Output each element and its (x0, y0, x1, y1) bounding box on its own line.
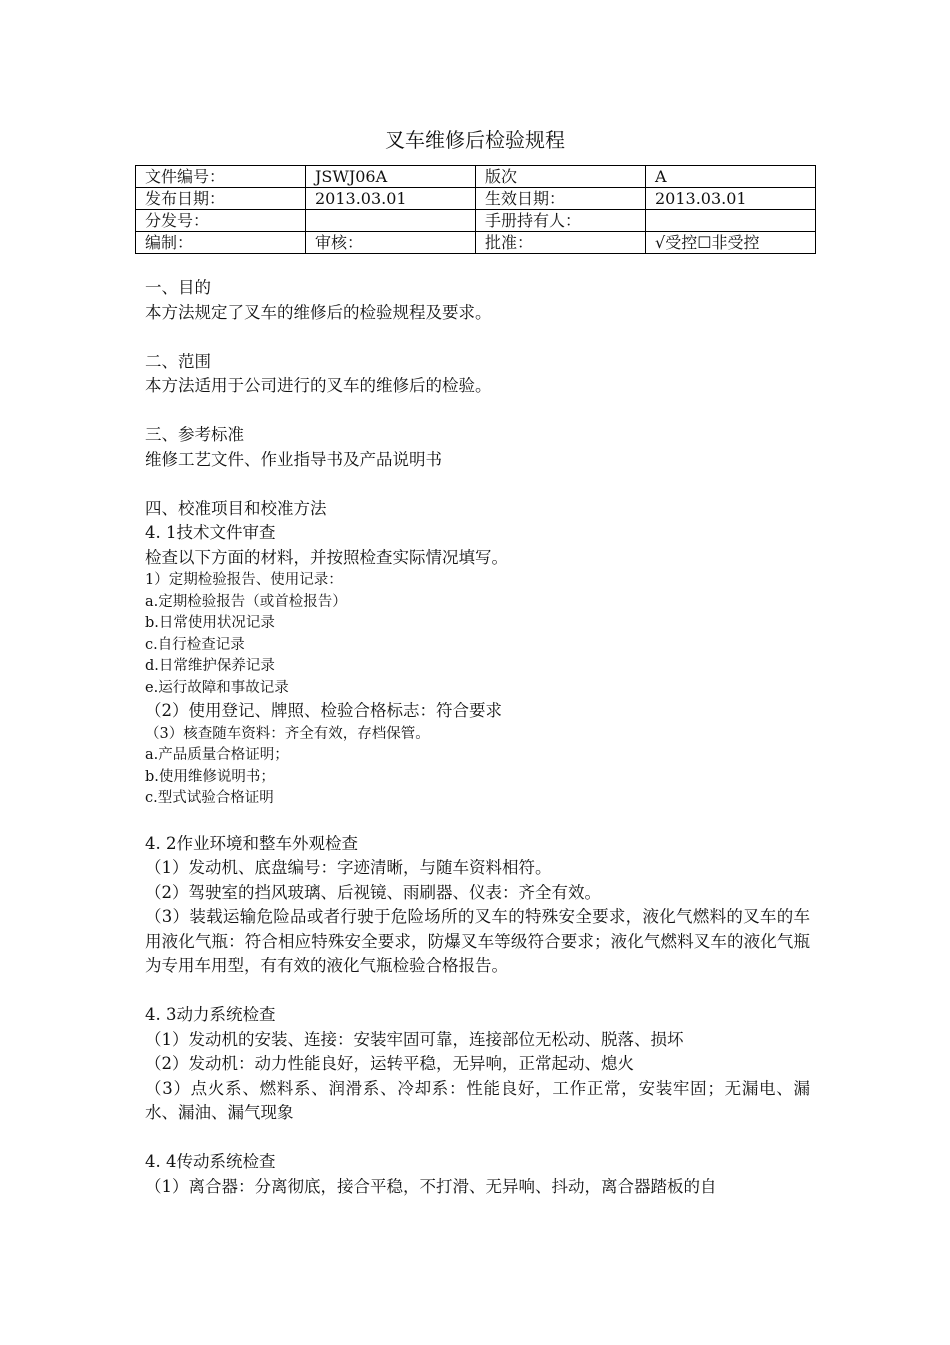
list-item: （3）核查随车资料：齐全有效，存档保管。 (145, 725, 430, 742)
section-text: 维修工艺文件、作业指导书及产品说明书 (145, 449, 442, 469)
control-status-cell: √受控☐非受控 (646, 232, 816, 254)
list-item: c.型式试验合格证明 (145, 790, 274, 806)
subsection-heading: 4. 4传动系统检查 (145, 1152, 276, 1171)
document-title: 叉车维修后检验规程 (385, 128, 565, 152)
document-body (145, 276, 810, 1199)
list-item: b.使用维修说明书； (145, 768, 275, 785)
list-item: （1）发动机、底盘编号：字迹清晰，与随车资料相符。 (145, 858, 552, 877)
list-item: （2）驾驶室的挡风玻璃、后视镜、雨刷器、仪表：齐全有效。 (145, 882, 601, 902)
table-cell: 2013.03.01 (306, 188, 476, 210)
list-item: 1）定期检验报告、使用记录： (145, 572, 343, 588)
table-cell: 发布日期： (136, 188, 306, 210)
table-cell (646, 210, 816, 232)
subsection-heading: 4. 1技术文件审查 (145, 523, 276, 542)
section-heading: 四、校准项目和校准方法 (145, 498, 327, 518)
list-item: e.运行故障和事故记录 (145, 679, 289, 696)
paragraph: 检查以下方面的材料，并按照检查实际情况填写。 (145, 547, 508, 567)
table-cell: 批准： (476, 232, 646, 254)
table-cell: 版次 (476, 166, 646, 188)
table-cell: 文件编号： (136, 166, 306, 188)
table-row (136, 166, 816, 188)
table-cell: JSWJ06A (306, 166, 476, 188)
section-text: 本方法适用于公司进行的叉车的维修后的检验。 (145, 376, 492, 395)
subsection-heading: 4. 3动力系统检查 (145, 1005, 276, 1024)
list-item: （3）装载运输危险品或者行驶于危险场所的叉车的特殊安全要求，液化气燃料的叉车的车用液化气瓶：符合相应特殊安全要求，防爆叉车等级符合要求；液化气燃料叉车的液化气瓶为专用车用型，有有效的液化气瓶检验合格报告。 (145, 907, 810, 975)
section-heading: 三、参考标准 (145, 425, 244, 444)
list-item: d.日常维护保养记录 (145, 658, 275, 674)
list-item: （2）使用登记、牌照、检验合格标志：符合要求 (145, 701, 502, 720)
table-cell: 分发号： (136, 210, 306, 232)
document-info-table (135, 165, 816, 254)
list-item: （3）点火系、燃料系、润滑系、冷却系：性能良好，工作正常，安装牢固；无漏电、漏水、漏油、漏气现象 (145, 1078, 810, 1122)
table-cell (306, 210, 476, 232)
table-cell: 编制： (136, 232, 306, 254)
subsection-heading: 4. 2作业环境和整车外观检查 (145, 833, 358, 853)
list-item: （1）发动机的安装、连接：安装牢固可靠，连接部位无松动、脱落、损坏 (145, 1029, 684, 1049)
list-item: （2）发动机：动力性能良好，运转平稳，无异响，正常起动、熄火 (145, 1054, 634, 1073)
section-heading: 二、范围 (145, 351, 211, 371)
table-row (136, 210, 816, 232)
table-row (136, 188, 816, 210)
table-cell: 审核： (306, 232, 476, 254)
list-item: b.日常使用状况记录 (145, 615, 275, 631)
table-cell: 2013.03.01 (646, 188, 816, 210)
list-item: （1）离合器：分离彻底，接合平稳，不打滑、无异响、抖动，离合器踏板的自 (145, 1176, 717, 1196)
table-cell: 手册持有人： (476, 210, 646, 232)
table-cell: 生效日期： (476, 188, 646, 210)
list-item: a.产品质量合格证明； (145, 747, 289, 763)
section-heading: 一、目的 (145, 278, 211, 297)
table-cell: A (646, 166, 816, 188)
table-row (136, 232, 816, 254)
list-item: a.定期检验报告（或首检报告） (145, 593, 347, 610)
section-text: 本方法规定了叉车的维修后的检验规程及要求。 (145, 302, 492, 322)
list-item: c.自行检查记录 (145, 636, 245, 653)
